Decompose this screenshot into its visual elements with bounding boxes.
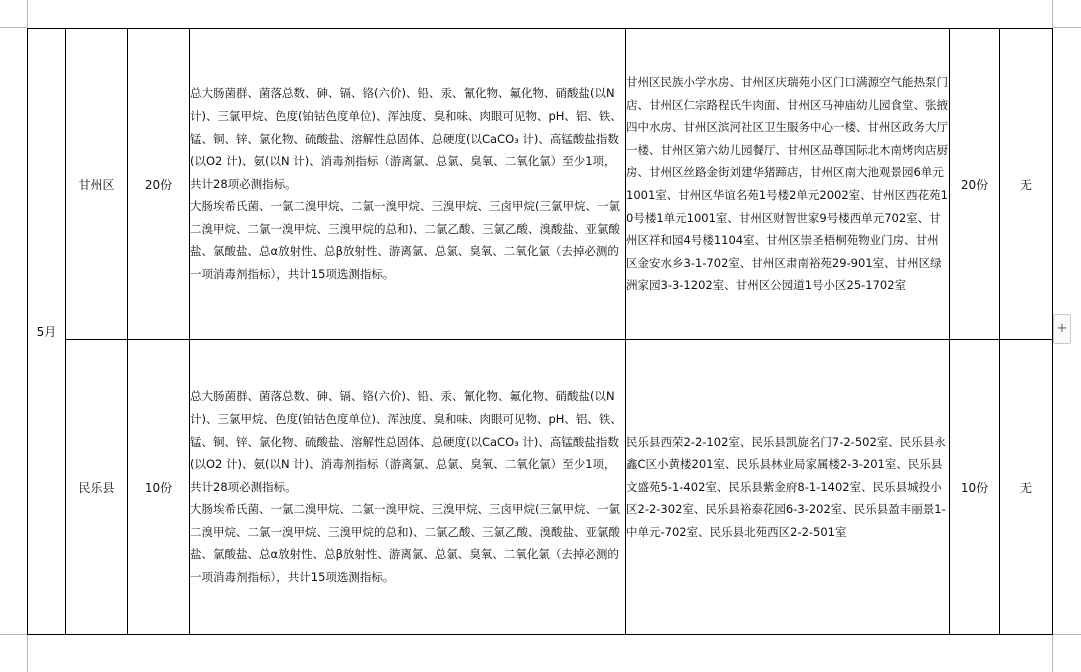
month-cell: 5月	[28, 29, 66, 635]
optional-indicators: 大肠埃希氏菌、一氯二溴甲烷、二氯一溴甲烷、三溴甲烷、三卤甲烷(三氯甲烷、一氯二溴甲烷、二氯一溴甲烷、三溴甲烷的总和)、二氯乙酸、三氯乙酸、溴酸盐、亚氯酸盐、氯酸盐、总α放射性、总β放射性、游离氯、总氯、臭氧、二氧化氯（去掉必测的一项消毒剂指标），共计15项选测指标。	[190, 502, 620, 585]
crop-mark-top-right-v	[1052, 0, 1053, 28]
region-cell: 甘州区	[66, 29, 128, 340]
optional-indicators: 大肠埃希氏菌、一氯二溴甲烷、二氯一溴甲烷、三溴甲烷、三卤甲烷(三氯甲烷、一氯二溴甲烷、二氯一溴甲烷、三溴甲烷的总和)、二氯乙酸、三氯乙酸、溴酸盐、亚氯酸盐、氯酸盐、总α放射性、总β放射性、游离氯、总氯、臭氧、二氧化氯（去掉必测的一项消毒剂指标），共计15项选测指标。	[190, 199, 620, 282]
sampling-sites-cell: 民乐县西荣2-2-102室、民乐县凯旋名门7-2-502室、民乐县永鑫C区小黄楼201室、民乐县林业局家属楼2-3-201室、民乐县文盛苑5-1-402室、民乐县紫金府8-1-1402室、民乐县城投小区2-2-302室、民乐县裕泰花园6-3-202室、民乐县盈丰丽景1-中单元-702室、民乐县北苑西区2-2-501室	[626, 340, 950, 635]
required-indicators: 总大肠菌群、菌落总数、砷、镉、铬(六价)、铅、汞、氰化物、氟化物、硝酸盐(以N 计)、三氯甲烷、色度(铂钴色度单位)、浑浊度、臭和味、肉眼可见物、pH、铝、铁、锰、铜、锌、氯化物、硫酸盐、溶解性总固体、总硬度(以CaCO₃ 计)、高锰酸盐指数(以O2 计)、氨(以N 计)、消毒剂指标（游离氯、总氯、臭氧、二氧化氯）至少1项，共计28项必测指标。	[190, 86, 622, 191]
remark-cell: 无	[1000, 29, 1053, 340]
add-row-button[interactable]: +	[1053, 314, 1071, 344]
crop-mark-top-right-h	[1052, 27, 1081, 28]
indicators-cell	[190, 29, 626, 340]
table-row	[28, 340, 1053, 635]
crop-mark-bottom-left-v	[27, 634, 28, 672]
sampling-table	[27, 28, 1053, 635]
count-cell: 10份	[128, 340, 190, 635]
region-cell: 民乐县	[66, 340, 128, 635]
table-row	[28, 29, 1053, 340]
sampling-sites-cell: 甘州区民族小学水房、甘州区庆瑞苑小区门口满源空气能热泵门店、甘州区仁宗路程氏牛肉面、甘州区马神庙幼儿园食堂、张掖四中水房、甘州区滨河社区卫生服务中心一楼、甘州区政务大厅一楼、甘州区第六幼儿园餐厅、甘州区品尊国际北木南烤肉店厨房、甘州区丝路金街刘建华猪蹄店，甘州区南大池观景园6单元1001室、甘州区华谊名苑1号楼2单元2002室、甘州区西花苑10号楼1单元1001室、甘州区财智世家9号楼西单元702室、甘州区祥和园4号楼1104室、甘州区崇圣梧桐苑物业门房、甘州区金安水乡3-1-702室、甘州区肃南裕苑29-901室、甘州区绿洲家园3-3-1202室、甘州区公园道1号小区25-1702室	[626, 29, 950, 340]
crop-mark-top-left-v	[27, 0, 28, 28]
crop-mark-bottom-right-v	[1052, 634, 1053, 672]
crop-mark-bottom-left-h	[0, 634, 27, 635]
crop-mark-top-left-h	[0, 27, 27, 28]
sample-count-cell: 10份	[950, 340, 1000, 635]
count-cell: 20份	[128, 29, 190, 340]
indicators-cell	[190, 340, 626, 635]
sample-count-cell: 20份	[950, 29, 1000, 340]
required-indicators: 总大肠菌群、菌落总数、砷、镉、铬(六价)、铅、汞、氰化物、氟化物、硝酸盐(以N 计)、三氯甲烷、色度(铂钴色度单位)、浑浊度、臭和味、肉眼可见物、pH、铝、铁、锰、铜、锌、氯化物、硫酸盐、溶解性总固体、总硬度(以CaCO₃ 计)、高锰酸盐指数(以O2 计)、氨(以N 计)、消毒剂指标（游离氯、总氯、臭氧、二氧化氯）至少1项，共计28项必测指标。	[190, 389, 622, 494]
remark-cell: 无	[1000, 340, 1053, 635]
crop-mark-bottom-right-h	[1052, 634, 1081, 635]
